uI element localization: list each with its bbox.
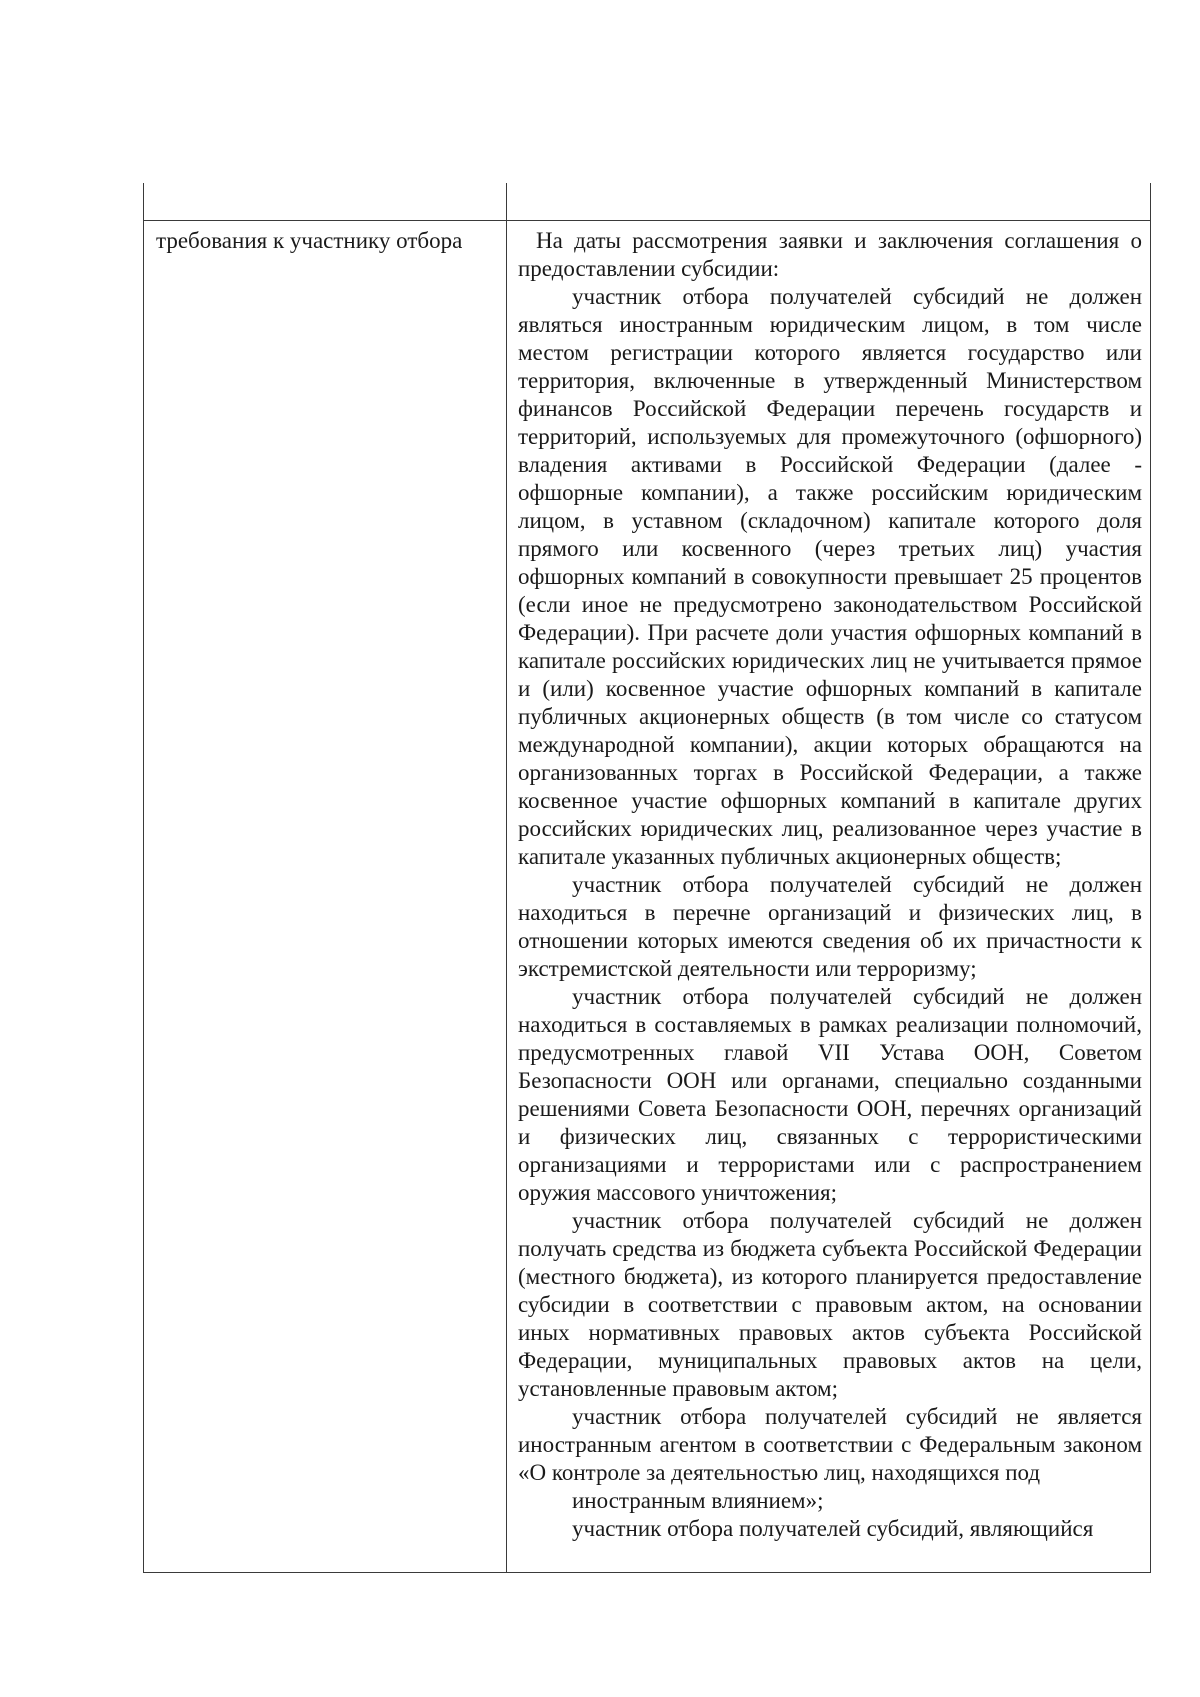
paragraph-last: участник отбора получателей субсидий, являющийся bbox=[572, 1516, 1094, 1541]
column-divider bbox=[506, 183, 507, 1572]
paragraph-foreign-agent: участник отбора получателей субсидий не является иностранным агентом в соответствии с Федеральным законом «О контроле за деятельностью лиц, находящихся под bbox=[518, 1404, 1142, 1485]
requirements-table bbox=[143, 183, 1151, 1573]
paragraph-offshore: участник отбора получателей субсидий не должен являться иностранным юридическим лицом, в том числе местом регистрации которого является государство или территория, включенные в утвержденный Министерством финансов Российской Федерации перечень государств и территорий, используемых для промежуточного (офшорного) владения активами в Российской Федерации (далее - офшорные компании), а также российским юридическим лицом, в уставном (складочном) капитале которого доля прямого или косвенного (через третьих лиц) участия офшорных компаний в совокупности превышает 25 процентов (если иное не предусмотрено законодательством Российской Федерации). При расчете доли участия офшорных компаний в капитале российских юридических лиц не учитывается прямое и (или) косвенное участие офшорных компаний в капитале публичных акционерных обществ (в том числе со статусом международной компании), акции которых обращаются на организованных торгах в Российской Федерации, а также косвенное участие офшорных компаний в капитале других российских юридических лиц, реализованное через участие в капитале указанных публичных акционерных обществ; bbox=[518, 284, 1142, 869]
requirement-label: требования к участнику отбора bbox=[156, 228, 463, 253]
row-separator bbox=[144, 220, 1150, 221]
requirement-content bbox=[518, 227, 1142, 1543]
paragraph-extremism: участник отбора получателей субсидий не должен находиться в перечне организаций и физических лиц, в отношении которых имеются сведения об их причастности к экстремистской деятельности или терроризму; bbox=[518, 872, 1142, 981]
paragraph-foreign-agent-continuation: иностранным влиянием»; bbox=[572, 1488, 824, 1513]
intro-paragraph: На даты рассмотрения заявки и заключения соглашения о предоставлении субсидии: bbox=[518, 228, 1142, 281]
paragraph-un-sanctions: участник отбора получателей субсидий не должен находиться в составляемых в рамках реализации полномочий, предусмотренных главой VII Устава ООН, Советом Безопасности ООН или органами, специально созданными решениями Совета Безопасности ООН, перечнях организаций и физических лиц, связанных с террористическими организациями и террористами или с распространением оружия массового уничтожения; bbox=[518, 984, 1142, 1205]
paragraph-budget-funds: участник отбора получателей субсидий не должен получать средства из бюджета субъекта Российской Федерации (местного бюджета), из которого планируется предоставление субсидии в соответствии с правовым актом, на основании иных нормативных правовых актов субъекта Российской Федерации, муниципальных правовых актов на цели, установленные правовым актом; bbox=[518, 1208, 1142, 1401]
